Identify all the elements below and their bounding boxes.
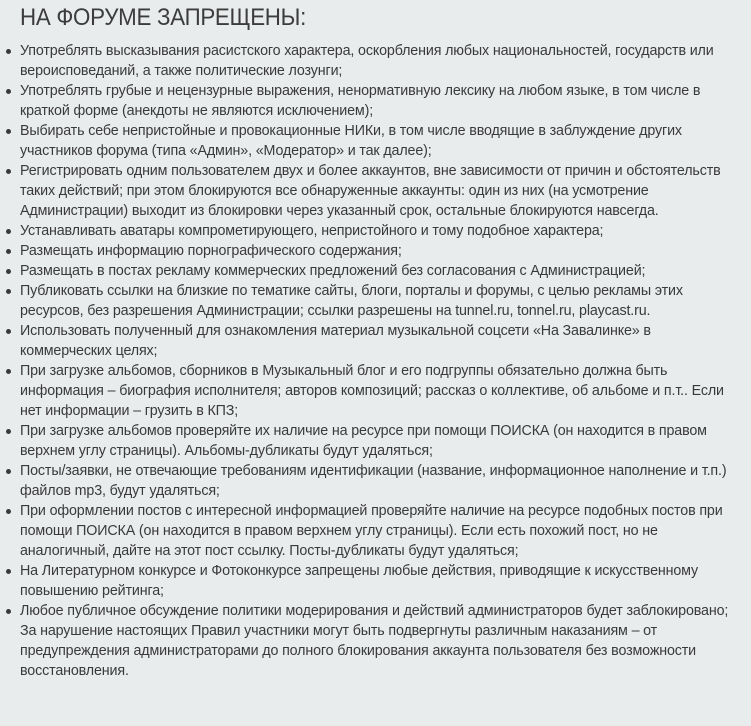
bullet-icon xyxy=(6,49,11,54)
bullet-icon xyxy=(6,369,11,374)
rule-text: Размещать информацию порнографического содержания; xyxy=(20,243,402,259)
list-item xyxy=(20,161,741,221)
bullet-icon xyxy=(6,429,11,434)
list-item xyxy=(20,121,741,161)
rule-text: На Литературном конкурсе и Фотоконкурсе запрещены любые действия, приводящие к искусственному повышению рейтинга; xyxy=(20,563,698,599)
bullet-icon xyxy=(6,289,11,294)
bullet-icon xyxy=(6,249,11,254)
rule-text: Выбирать себе непристойные и провокационные НИКи, в том числе вводящие в заблуждение других участников форума (типа «Админ», «Модератор» и так далее); xyxy=(20,123,682,159)
list-item xyxy=(20,461,741,501)
list-item xyxy=(20,361,741,421)
list-item xyxy=(20,321,741,361)
rule-text: При загрузке альбомов, сборников в Музыкальный блог и его подгруппы обязательно должна быть информация – биография исполнителя; авторов композиций; рассказ о коллективе, об альбоме и п.т.. Если нет информации – грузить в КПЗ; xyxy=(20,363,724,419)
bullet-icon xyxy=(6,89,11,94)
list-item xyxy=(20,261,741,281)
page-title: НА ФОРУМЕ ЗАПРЕЩЕНЫ: xyxy=(20,4,307,31)
rule-text: Употреблять грубые и нецензурные выражения, ненормативную лексику на любом языке, в том числе в краткой форме (анекдоты не являются исключением); xyxy=(20,83,701,119)
rule-text: Размещать в постах рекламу коммерческих предложений без согласования с Администрацией; xyxy=(20,263,646,279)
list-item xyxy=(20,221,741,241)
bullet-icon xyxy=(6,609,11,614)
list-item xyxy=(20,241,741,261)
list-item xyxy=(20,81,741,121)
list-item xyxy=(20,41,741,81)
rule-text: При загрузке альбомов проверяйте их наличие на ресурсе при помощи ПОИСКА (он находится в правом верхнем углу страницы). Альбомы-дубликаты будут удаляться; xyxy=(20,423,707,459)
rule-text: Посты/заявки, не отвечающие требованиям идентификации (название, информационное наполнение и т.п.) файлов mp3, будут удаляться; xyxy=(20,463,727,499)
rule-text: Регистрировать одним пользователем двух и более аккаунтов, вне зависимости от причин и обстоятельств таких действий; при этом блокируются все обнаруженные аккаунты: один из них (на усмотрение Администрации) выходит из блокировки через указанный срок, остальные блокируются навсегда. xyxy=(20,163,721,219)
list-item xyxy=(20,561,741,601)
list-item xyxy=(20,601,741,621)
list-item xyxy=(20,501,741,561)
list-item xyxy=(20,281,741,321)
bullet-icon xyxy=(6,269,11,274)
rule-text: При оформлении постов с интересной информацией проверяйте наличие на ресурсе подобных постов при помощи ПОИСКА (он находится в правом верхнем углу страницы). Если есть похожий пост, но не аналогичный, дайте на этот пост ссылку. Посты-дубликаты будут удаляться; xyxy=(20,503,723,559)
rules-list xyxy=(20,41,741,621)
rule-text: Использовать полученный для ознакомления материал музыкальной соцсети «На Завалинке» в коммерческих целях; xyxy=(20,323,651,359)
rule-text: Любое публичное обсуждение политики модерирования и действий администраторов будет заблокировано; xyxy=(20,603,729,619)
list-item xyxy=(20,421,741,461)
penalty-note: За нарушение настоящих Правил участники могут быть подвергнуты различным наказаниям – от предупреждения администраторами до полного блокирования аккаунта пользователя без возможности восстановления. xyxy=(20,623,697,679)
rule-text: Употреблять высказывания расистского характера, оскорбления любых национальностей, государств или вероисповеданий, а также политические лозунги; xyxy=(20,43,714,79)
rule-text: Публиковать ссылки на близкие по тематике сайты, блоги, порталы и форумы, с целью рекламы этих ресурсов, без разрешения Администрации; ссылки разрешены на tunnel.ru, tonnel.ru, playcast.ru. xyxy=(20,283,683,319)
bullet-icon xyxy=(6,229,11,234)
bullet-icon xyxy=(6,469,11,474)
bullet-icon xyxy=(6,169,11,174)
bullet-icon xyxy=(6,509,11,514)
rule-text: Устанавливать аватары компрометирующего, непристойного и тому подобное характера; xyxy=(20,223,604,239)
bullet-icon xyxy=(6,129,11,134)
bullet-icon xyxy=(6,569,11,574)
bullet-icon xyxy=(6,329,11,334)
